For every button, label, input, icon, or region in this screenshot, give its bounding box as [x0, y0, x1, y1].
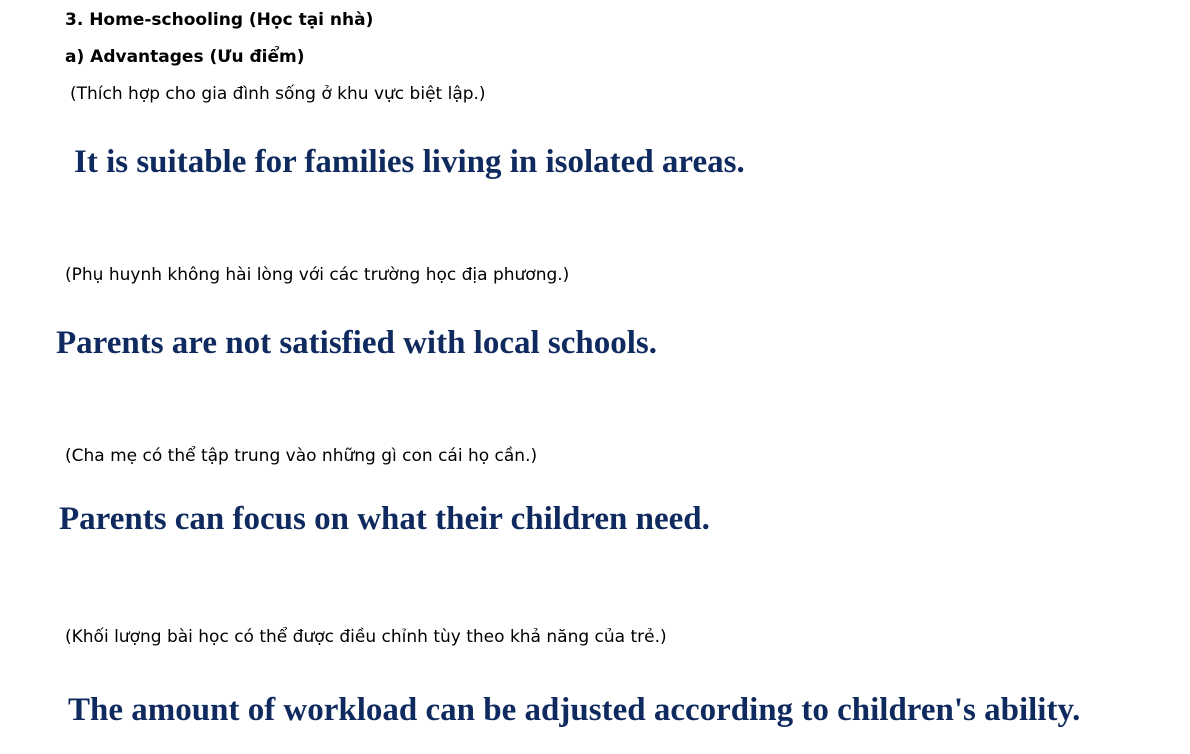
vietnamese-translation: (Phụ huynh không hài lòng với các trường học địa phương.) — [65, 265, 570, 285]
vietnamese-translation: (Khối lượng bài học có thể được điều chỉnh tùy theo khả năng của trẻ.) — [65, 627, 667, 647]
english-sentence: The amount of workload can be adjusted according to children's ability. — [68, 692, 1081, 728]
english-sentence: Parents can focus on what their children need. — [59, 501, 710, 537]
vietnamese-translation: (Cha mẹ có thể tập trung vào những gì con cái họ cần.) — [65, 446, 538, 466]
vietnamese-translation: (Thích hợp cho gia đình sống ở khu vực biệt lập.) — [70, 84, 486, 104]
section-title: 3. Home-schooling (Học tại nhà) — [65, 10, 374, 30]
section-subtitle: a) Advantages (Ưu điểm) — [65, 47, 305, 67]
english-sentence: It is suitable for families living in isolated areas. — [74, 144, 745, 180]
english-sentence: Parents are not satisfied with local schools. — [56, 325, 658, 361]
